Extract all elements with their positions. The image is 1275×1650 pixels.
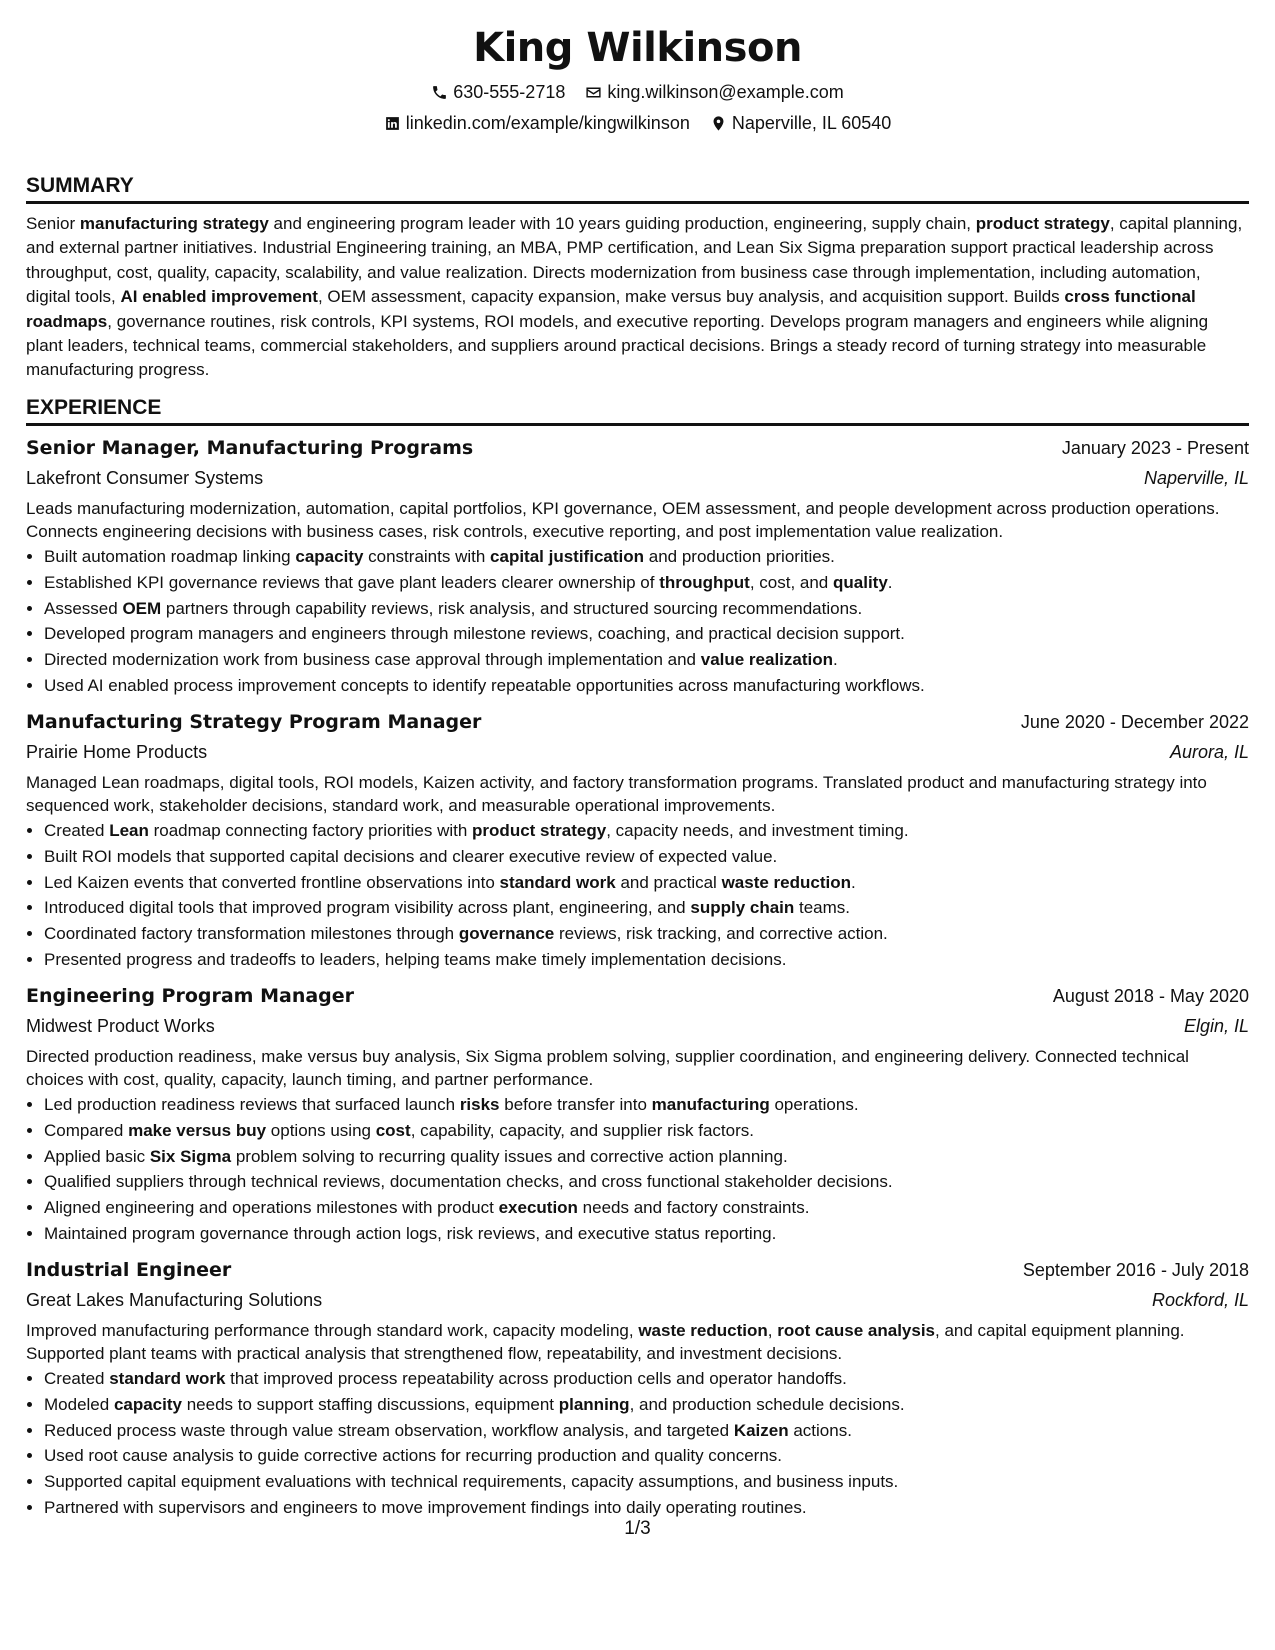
text-run: Introduced digital tools that improved program visibility across plant, engineering, and [44, 898, 691, 918]
text-run: . [833, 650, 838, 670]
job-dates: September 2016 - July 2018 [1022, 1259, 1249, 1280]
bold-text: capacity [113, 1394, 182, 1414]
bullet-item [44, 1169, 1249, 1195]
text-run: Presented progress and tradeoffs to leaders, helping teams make timely implementation decisions. [44, 949, 787, 969]
text-run: Directed production readiness, make versus buy analysis, Six Sigma problem solving, supplier coordination, and engineering delivery. Connected technical choices with cost, quality, capacity, launch timing, and partner performance. [26, 1046, 1189, 1090]
job-dates: June 2020 - December 2022 [1020, 711, 1249, 732]
bullet-item [44, 818, 1249, 844]
job-description [26, 1045, 1249, 1092]
phone-text: 630-555-2718 [453, 82, 566, 102]
text-run: Modeled [44, 1394, 114, 1414]
bullet-item [44, 1118, 1249, 1144]
job-bullets [26, 818, 1249, 973]
text-run: reviews, risk tracking, and corrective action. [554, 924, 888, 944]
bullet-item [44, 621, 1249, 647]
text-run: actions. [788, 1420, 852, 1440]
text-run: Led production readiness reviews that surfaced launch [44, 1094, 460, 1114]
job-location: Naperville, IL [1143, 467, 1249, 488]
text-run: Created [44, 1368, 110, 1388]
bullet-item [44, 870, 1249, 896]
contact-email[interactable] [585, 78, 843, 106]
job-description [26, 771, 1249, 818]
job-description [26, 1319, 1249, 1366]
contact-linkedin[interactable] [384, 109, 690, 137]
bold-text: value realization [700, 650, 834, 670]
bold-text: Kaizen [733, 1420, 789, 1440]
bullet-item [44, 1092, 1249, 1118]
text-run: Applied basic [44, 1146, 150, 1166]
bullet-item [44, 947, 1249, 973]
text-run: Developed program managers and engineers through milestone reviews, coaching, and practical decision support. [44, 624, 905, 644]
bold-text: planning [558, 1394, 630, 1414]
text-run: Used AI enabled process improvement concepts to identify repeatable opportunities across manufacturing workflows. [44, 676, 925, 696]
bold-text: cross functional roadmaps [26, 287, 1196, 331]
bullet-item [44, 1221, 1249, 1247]
bold-text: manufacturing [651, 1094, 770, 1114]
text-run: Compared [44, 1120, 129, 1140]
text-run: Assessed [44, 598, 123, 618]
job-entry [26, 434, 1249, 699]
job-location: Elgin, IL [1183, 1015, 1249, 1036]
bullet-item [44, 647, 1249, 673]
bold-text: Lean [109, 821, 149, 840]
text-run: , capability, capacity, and supplier risk factors. [410, 1120, 754, 1140]
bold-text: capital justification [490, 547, 645, 567]
bullet-item [44, 1469, 1249, 1495]
text-run: Maintained program governance through action logs, risk reviews, and executive status reporting. [44, 1223, 777, 1243]
text-run: Established KPI governance reviews that gave plant leaders clearer ownership of [44, 572, 660, 592]
contact-row-primary [26, 78, 1249, 106]
text-run: , OEM assessment, capacity expansion, make versus buy analysis, and acquisition support. Builds [317, 287, 1065, 307]
experience-list [26, 434, 1249, 1521]
candidate-name: King Wilkinson [473, 25, 802, 71]
bold-text: AI enabled improvement [120, 287, 318, 307]
text-run: Partnered with supervisors and engineers to move improvement findings into daily operating routines. [44, 1497, 807, 1517]
summary-text [26, 212, 1249, 383]
job-company: Prairie Home Products [26, 741, 208, 762]
text-run: Qualified suppliers through technical reviews, documentation checks, and cross functional stakeholder decisions. [44, 1172, 893, 1192]
bullet-item [44, 1195, 1249, 1221]
text-run: and practical [615, 872, 722, 892]
text-run: , governance routines, risk controls, KPI systems, ROI models, and executive reporting. Develops program managers and engineers while aligning plant leaders, technical teams, commercial stakeholders, and suppliers around practical decisions. Brings a steady record of turning strategy into measurable manufacturing progress. [26, 311, 1209, 380]
text-run: Built automation roadmap linking [44, 547, 296, 567]
bold-text: standard work [109, 1368, 226, 1388]
text-run: Built ROI models that supported capital decisions and clearer executive review of expected value. [44, 846, 778, 866]
summary-heading: SUMMARY [26, 173, 1249, 204]
text-run: Coordinated factory transformation milestones through [44, 924, 459, 944]
text-run: Created [44, 821, 110, 840]
text-run: Used root cause analysis to guide corrective actions for recurring production and quality concerns. [44, 1446, 782, 1466]
text-run: operations. [769, 1094, 859, 1114]
bold-text: risks [459, 1094, 500, 1114]
job-entry [26, 982, 1249, 1247]
bullet-item [44, 895, 1249, 921]
bold-text: make versus buy [128, 1120, 267, 1140]
experience-heading: EXPERIENCE [26, 395, 1249, 426]
text-run: Directed modernization work from business case approval through implementation and [44, 650, 701, 670]
contact-phone[interactable] [431, 78, 565, 106]
bold-text: waste reduction [638, 1320, 768, 1340]
bullet-item [44, 673, 1249, 699]
job-bullets [26, 1092, 1249, 1247]
text-run: Supported capital equipment evaluations with technical requirements, capacity assumptions, and business inputs. [44, 1472, 899, 1492]
bullet-item [44, 1443, 1249, 1469]
bold-text: quality [833, 572, 888, 592]
text-run: Managed Lean roadmaps, digital tools, ROI models, Kaizen activity, and factory transformation programs. Translated product and manufacturing strategy into sequenced work, stakeholder decisions, standard work, and measurable operational improvements. [26, 772, 1207, 816]
bold-text: standard work [499, 872, 616, 892]
text-run: options using [266, 1120, 376, 1140]
text-run: and production priorities. [644, 547, 835, 567]
contact-location [710, 109, 891, 137]
job-location: Aurora, IL [1169, 741, 1249, 762]
job-title: Manufacturing Strategy Program Manager [26, 710, 482, 733]
bold-text: product strategy [472, 821, 607, 840]
text-run: Leads manufacturing modernization, automation, capital portfolios, KPI governance, OEM assessment, and people development across production operations. Connects engineering decisions with business cases, risk controls, executive reporting, and post implementation value realization. [26, 498, 1220, 542]
text-run: roadmap connecting factory priorities with [148, 821, 473, 840]
bullet-item [44, 921, 1249, 947]
envelope-icon [585, 84, 602, 101]
job-dates: August 2018 - May 2020 [1052, 985, 1249, 1006]
job-dates: January 2023 - Present [1061, 437, 1249, 458]
text-run: partners through capability reviews, risk analysis, and structured sourcing recommendations. [161, 598, 863, 618]
text-run: . [850, 872, 856, 892]
bold-text: OEM [122, 598, 162, 618]
bold-text: root cause analysis [777, 1320, 936, 1340]
linkedin-text: linkedin.com/example/kingwilkinson [405, 113, 690, 133]
text-run: Senior [26, 214, 80, 233]
bullet-item [44, 1366, 1249, 1392]
email-text: king.wilkinson@example.com [607, 82, 844, 102]
bold-text: manufacturing strategy [79, 214, 269, 233]
bullet-item [44, 596, 1249, 622]
job-company: Great Lakes Manufacturing Solutions [26, 1289, 323, 1310]
job-bullets [26, 544, 1249, 699]
page-number: 1/3 [624, 1518, 651, 1539]
bold-text: supply chain [690, 898, 795, 918]
text-run: teams. [794, 898, 851, 918]
text-run: Reduced process waste through value stream observation, workflow analysis, and targeted [44, 1420, 734, 1440]
bold-text: throughput [659, 572, 750, 592]
job-description [26, 497, 1249, 544]
text-run: needs to support staffing discussions, equipment [181, 1394, 559, 1414]
job-company: Midwest Product Works [26, 1015, 215, 1036]
phone-icon [431, 84, 448, 101]
contact-row-secondary [26, 109, 1249, 137]
text-run: , capacity needs, and investment timing. [606, 821, 909, 840]
text-run: problem solving to recurring quality issues and corrective action planning. [231, 1146, 788, 1166]
text-run: , and production schedule decisions. [629, 1394, 905, 1414]
job-entry [26, 1256, 1249, 1521]
text-run: Aligned engineering and operations milestones with product [44, 1198, 499, 1218]
bullet-item [44, 844, 1249, 870]
text-run: , capital planning, and external partner initiatives. Industrial Engineering training, an MBA, PMP certification, and Lean Six Sigma preparation support practical leadership across throughput, cost, quality, capacity, scalability, and value realization. Directs modernization from business case through implementation, including automation, digital tools, [26, 214, 1243, 307]
text-run: , cost, and [749, 572, 833, 592]
bold-text: waste reduction [721, 872, 851, 892]
text-run: and engineering program leader with 10 years guiding production, engineering, supply chain, [268, 214, 976, 233]
text-run: needs and factory constraints. [577, 1198, 810, 1218]
bold-text: execution [498, 1198, 578, 1218]
bullet-item [44, 1392, 1249, 1418]
linkedin-icon [384, 115, 401, 132]
bold-text: governance [458, 924, 555, 944]
job-bullets [26, 1366, 1249, 1521]
bullet-item [44, 544, 1249, 570]
text-run: , [767, 1320, 778, 1340]
location-text: Naperville, IL 60540 [731, 113, 892, 133]
bold-text: cost [375, 1120, 411, 1140]
bold-text: product strategy [975, 214, 1110, 233]
job-title: Engineering Program Manager [26, 984, 355, 1007]
bullet-item [44, 1144, 1249, 1170]
job-title: Industrial Engineer [26, 1258, 232, 1281]
bullet-item [44, 1418, 1249, 1444]
text-run: that improved process repeatability across production cells and operator handoffs. [225, 1368, 847, 1388]
bold-text: capacity [295, 547, 364, 567]
job-company: Lakefront Consumer Systems [26, 467, 264, 488]
text-run: . [887, 572, 893, 592]
job-location: Rockford, IL [1151, 1289, 1249, 1310]
job-title: Senior Manager, Manufacturing Programs [26, 436, 474, 459]
text-run: Led Kaizen events that converted frontline observations into [44, 872, 500, 892]
bullet-item [44, 570, 1249, 596]
bold-text: Six Sigma [149, 1146, 232, 1166]
job-entry [26, 708, 1249, 973]
text-run: before transfer into [499, 1094, 652, 1114]
text-run: , and capital equipment planning. Supported plant teams with practical analysis that strengthened flow, repeatability, and investment decisions. [26, 1320, 1185, 1364]
text-run: Improved manufacturing performance through standard work, capacity modeling, [26, 1320, 639, 1340]
text-run: constraints with [363, 547, 491, 567]
map-pin-icon [710, 115, 727, 132]
